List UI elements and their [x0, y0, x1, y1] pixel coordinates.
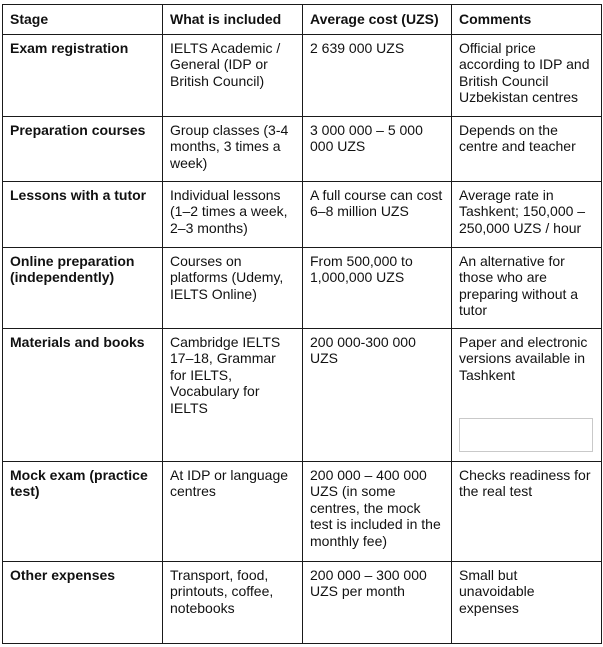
comments-cell: Depends on the centre and teacher [452, 116, 602, 181]
comments-cell: An alternative for those who are preparing without a tutor [452, 247, 602, 328]
table-row [3, 34, 602, 116]
document-page [2, 4, 602, 644]
cost-cell: 2 639 000 UZS [303, 34, 452, 116]
cost-cell: 3 000 000 – 5 000 000 UZS [303, 116, 452, 181]
table-row [3, 247, 602, 328]
ielts-cost-table [2, 4, 602, 644]
table-row [3, 561, 602, 643]
cost-cell: 200 000 – 300 000 UZS per month [303, 561, 452, 643]
stage-cell: Online preparation (independently) [3, 247, 163, 328]
stage-cell: Lessons with a tutor [3, 181, 163, 247]
included-cell: At IDP or language centres [163, 461, 303, 561]
cost-cell: 200 000-300 000 UZS [303, 328, 452, 461]
included-cell: IELTS Academic / General (IDP or British Council) [163, 34, 303, 116]
cost-cell: A full course can cost 6–8 million UZS [303, 181, 452, 247]
stage-cell: Materials and books [3, 328, 163, 461]
stage-cell: Mock exam (practice test) [3, 461, 163, 561]
included-cell: Courses on platforms (Udemy, IELTS Online) [163, 247, 303, 328]
included-cell: Transport, food, printouts, coffee, notebooks [163, 561, 303, 643]
table-row [3, 116, 602, 181]
table-header-row [3, 5, 602, 35]
comments-cell: Checks readiness for the real test [452, 461, 602, 561]
table-row [3, 181, 602, 247]
comments-cell: Small but unavoidable expenses [452, 561, 602, 643]
included-cell: Group classes (3-4 months, 3 times a week) [163, 116, 303, 181]
stage-cell: Exam registration [3, 34, 163, 116]
empty-text-box[interactable] [459, 418, 593, 452]
comments-cell [452, 328, 602, 461]
cost-cell: 200 000 – 400 000 UZS (in some centres, the mock test is included in the monthly fee) [303, 461, 452, 561]
header-average-cost: Average cost (UZS) [303, 5, 452, 35]
comments-cell: Average rate in Tashkent; 150,000 – 250,000 UZS / hour [452, 181, 602, 247]
included-cell: Cambridge IELTS 17–18, Grammar for IELTS, Vocabulary for IELTS [163, 328, 303, 461]
comments-cell: Official price according to IDP and British Council Uzbekistan centres [452, 34, 602, 116]
included-cell: Individual lessons (1–2 times a week, 2–3 months) [163, 181, 303, 247]
table-row [3, 328, 602, 461]
stage-cell: Preparation courses [3, 116, 163, 181]
comments-text: Paper and electronic versions available in Tashkent [459, 333, 588, 383]
table-row [3, 461, 602, 561]
header-what-is-included: What is included [163, 5, 303, 35]
header-stage: Stage [3, 5, 163, 35]
stage-cell: Other expenses [3, 561, 163, 643]
cost-cell: From 500,000 to 1,000,000 UZS [303, 247, 452, 328]
header-comments: Comments [452, 5, 602, 35]
